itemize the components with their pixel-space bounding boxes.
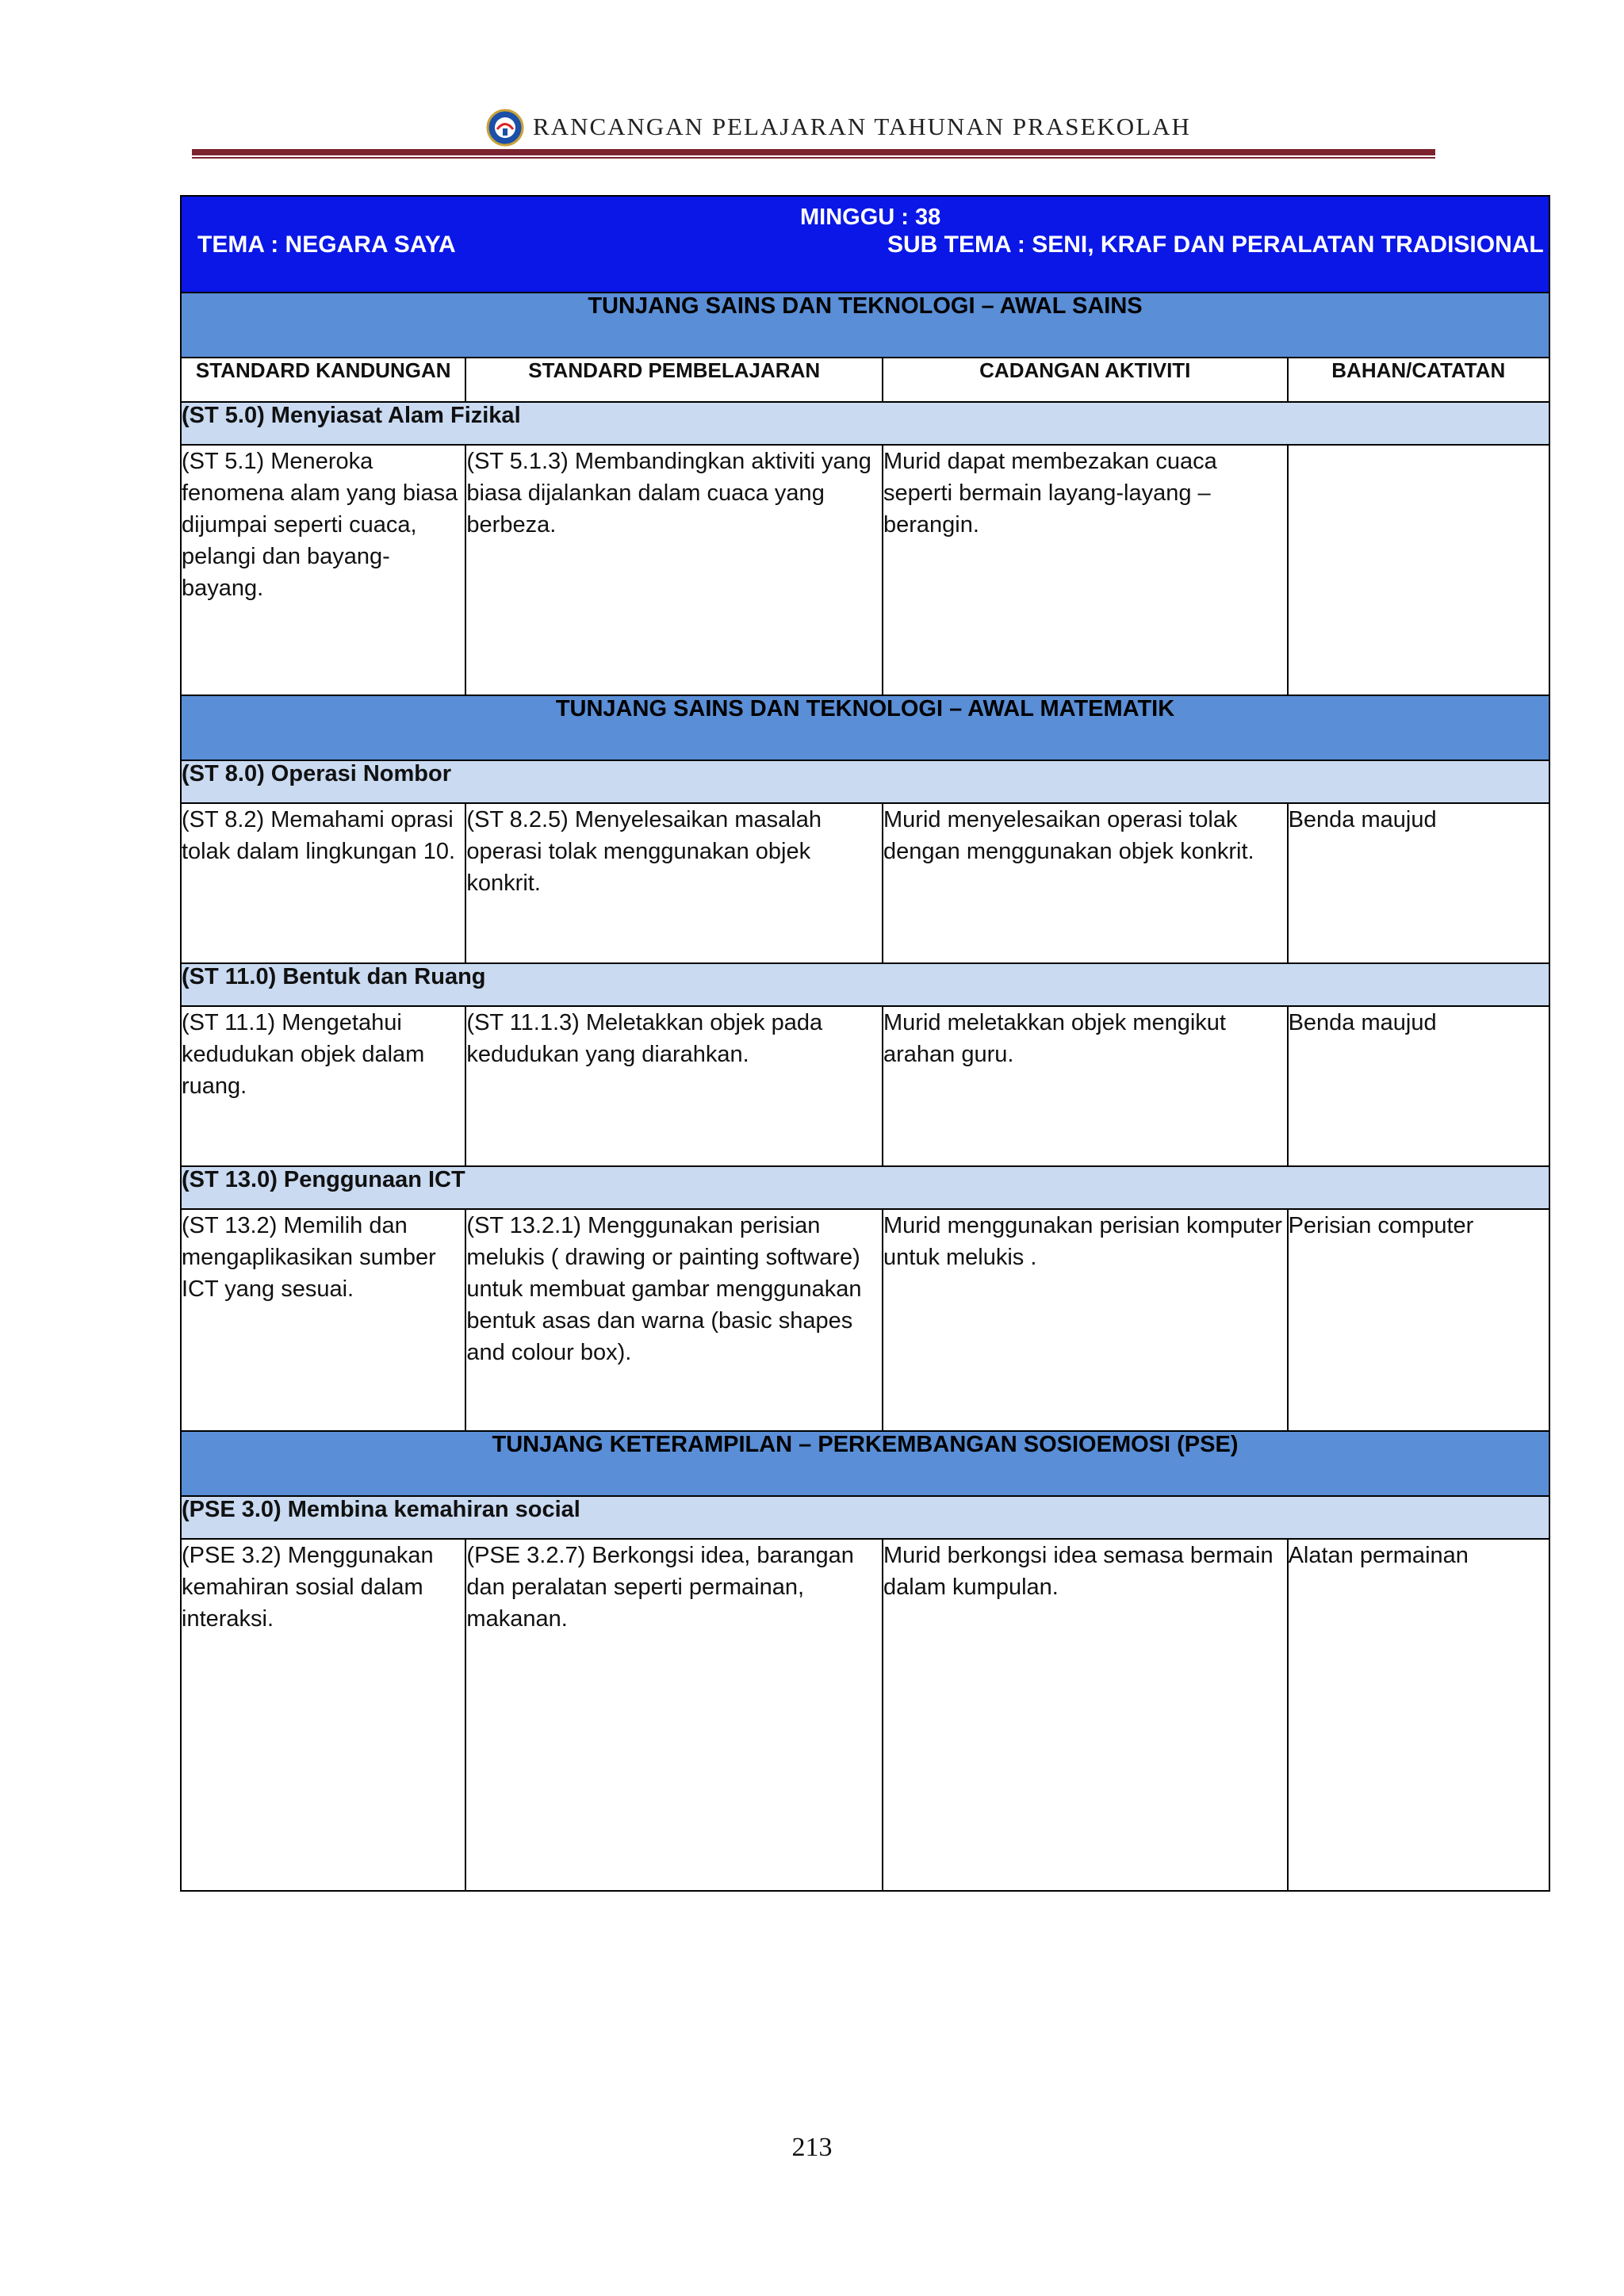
standard-row [181,963,1549,1006]
column-header-row [181,358,1549,402]
aktiviti-cell: Murid dapat membezakan cuaca seperti bermain layang-layang – berangin. [883,445,1288,695]
bahan-cell: Alatan permainan [1288,1539,1549,1891]
tunjang-row [181,695,1549,760]
pembelajaran-cell: (ST 8.2.5) Menyelesaikan masalah operasi tolak menggunakan objek konkrit. [465,803,883,963]
page-header [192,108,1435,159]
subtheme-label: SUB TEMA : SENI, KRAF DAN PERALATAN TRADISIONAL [887,232,1544,258]
kandungan-cell: (ST 5.1) Meneroka fenomena alam yang biasa dijumpai seperti cuaca, pelangi dan bayang-bayang. [181,445,465,695]
bahan-cell [1288,445,1549,695]
header-rule [192,149,1435,155]
lesson-plan-table [180,195,1550,1892]
aktiviti-cell: Murid menyelesaikan operasi tolak dengan menggunakan objek konkrit. [883,803,1288,963]
tunjang-row [181,293,1549,358]
standard-row [181,760,1549,803]
kandungan-cell: (ST 8.2) Memahami oprasi tolak dalam lingkungan 10. [181,803,465,963]
tunjang-heading: TUNJANG SAINS DAN TEKNOLOGI – AWAL MATEMATIK [181,695,1549,760]
bahan-cell: Benda maujud [1288,1006,1549,1166]
aktiviti-cell: Murid meletakkan objek mengikut arahan guru. [883,1006,1288,1166]
column-header-aktiviti: CADANGAN AKTIVITI [883,358,1288,402]
title-cell [181,196,1549,293]
kandungan-cell: (ST 11.1) Mengetahui kedudukan objek dalam ruang. [181,1006,465,1166]
kandungan-cell: (ST 13.2) Memilih dan mengaplikasikan sumber ICT yang sesuai. [181,1209,465,1431]
bahan-cell: Perisian computer [1288,1209,1549,1431]
page-number: 213 [791,2133,833,2162]
pembelajaran-cell: (ST 13.2.1) Menggunakan perisian melukis ( drawing or painting software) untuk membuat gambar menggunakan bentuk asas dan warna (basic shapes and colour box). [465,1209,883,1431]
table-row [181,445,1549,695]
tunjang-heading: TUNJANG SAINS DAN TEKNOLOGI – AWAL SAINS [181,293,1549,358]
tunjang-row [181,1431,1549,1496]
column-header-kandungan: STANDARD KANDUNGAN [181,358,465,402]
standard-heading: (PSE 3.0) Membina kemahiran social [181,1496,1549,1539]
aktiviti-cell: Murid menggunakan perisian komputer untuk melukis . [883,1209,1288,1431]
ministry-emblem-icon [485,108,525,147]
header-title: RANCANGAN PELAJARAN TAHUNAN PRASEKOLAH [533,113,1191,140]
standard-heading: (ST 8.0) Operasi Nombor [181,760,1549,803]
table-row [181,1006,1549,1166]
aktiviti-cell: Murid berkongsi idea semasa bermain dalam kumpulan. [883,1539,1288,1891]
standard-heading: (ST 13.0) Penggunaan ICT [181,1166,1549,1209]
tunjang-heading: TUNJANG KETERAMPILAN – PERKEMBANGAN SOSIOEMOSI (PSE) [181,1431,1549,1496]
pembelajaran-cell: (ST 11.1.3) Meletakkan objek pada kedudukan yang diarahkan. [465,1006,883,1166]
standard-row [181,1166,1549,1209]
title-row [181,196,1549,293]
pembelajaran-cell: (ST 5.1.3) Membandingkan aktiviti yang biasa dijalankan dalam cuaca yang berbeza. [465,445,883,695]
bahan-cell: Benda maujud [1288,803,1549,963]
table-row [181,803,1549,963]
table-row [181,1209,1549,1431]
standard-heading: (ST 5.0) Menyiasat Alam Fizikal [181,402,1549,445]
standard-row [181,1496,1549,1539]
theme-label: TEMA : NEGARA SAYA [197,232,456,258]
table-row [181,1539,1549,1891]
column-header-pembelajaran: STANDARD PEMBELAJARAN [465,358,883,402]
column-header-bahan: BAHAN/CATATAN [1288,358,1549,402]
standard-heading: (ST 11.0) Bentuk dan Ruang [181,963,1549,1006]
header-rule-thin [192,157,1435,159]
standard-row [181,402,1549,445]
week-label: MINGGU : 38 [800,205,941,230]
pembelajaran-cell: (PSE 3.2.7) Berkongsi idea, barangan dan peralatan seperti permainan, makanan. [465,1539,883,1891]
kandungan-cell: (PSE 3.2) Menggunakan kemahiran sosial dalam interaksi. [181,1539,465,1891]
